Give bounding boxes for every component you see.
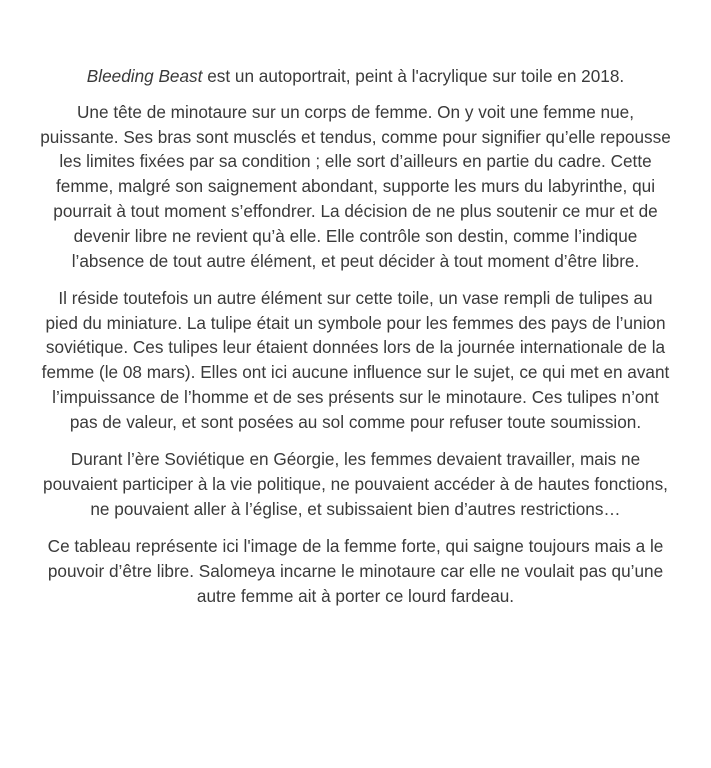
intro-text: est un autoportrait, peint à l'acrylique sur toile en 2018.	[202, 66, 625, 86]
artwork-title: Bleeding Beast	[86, 66, 203, 86]
paragraph-soviet-era: Durant l’ère Soviétique en Géorgie, les femmes devaient travailler, mais ne pouvaient participer à la vie politique, ne pouvaient accéder à de hautes fonctions, ne pouvaient aller à l’église, et subissaient bien d’autres restrictions…	[43, 449, 668, 519]
intro-paragraph	[40, 64, 671, 89]
paragraph-description: Une tête de minotaure sur un corps de femme. On y voit une femme nue, puissante. Ses bras sont musclés et tendus, comme pour signifier qu’elle repousse les limites fixées par sa condition ; elle sort d’ailleurs en partie du cadre. Cette femme, malgré son saignement abondant, supporte les murs du labyrinthe, qui pourrait à tout moment s’effondrer. La décision de ne plus soutenir ce mur et de devenir libre ne revient qu’à elle. Elle contrôle son destin, comme l’indique l’absence de tout autre élément, et peut décider à tout moment d’être libre.	[40, 101, 671, 271]
paragraph-conclusion: Ce tableau représente ici l'image de la femme forte, qui saigne toujours mais a le pouvoir d’être libre. Salomeya incarne le minotaure car elle ne voulait pas qu’une autre femme ait à porter ce lourd fardeau.	[47, 536, 664, 606]
article-body	[40, 64, 671, 621]
paragraph-tulips: Il réside toutefois un autre élément sur cette toile, un vase rempli de tulipes au pied du miniature. La tulipe était un symbole pour les femmes des pays de l’union soviétique. Ces tulipes leur étaient données lors de la journée internationale de la femme (le 08 mars). Elles ont ici aucune influence sur le sujet, ce qui met en avant l’impuissance de l’homme et de ses présents sur le minotaure. Ces tulipes n’ont pas de valeur, et sont posées au sol comme pour refuser toute soumission.	[41, 287, 670, 432]
